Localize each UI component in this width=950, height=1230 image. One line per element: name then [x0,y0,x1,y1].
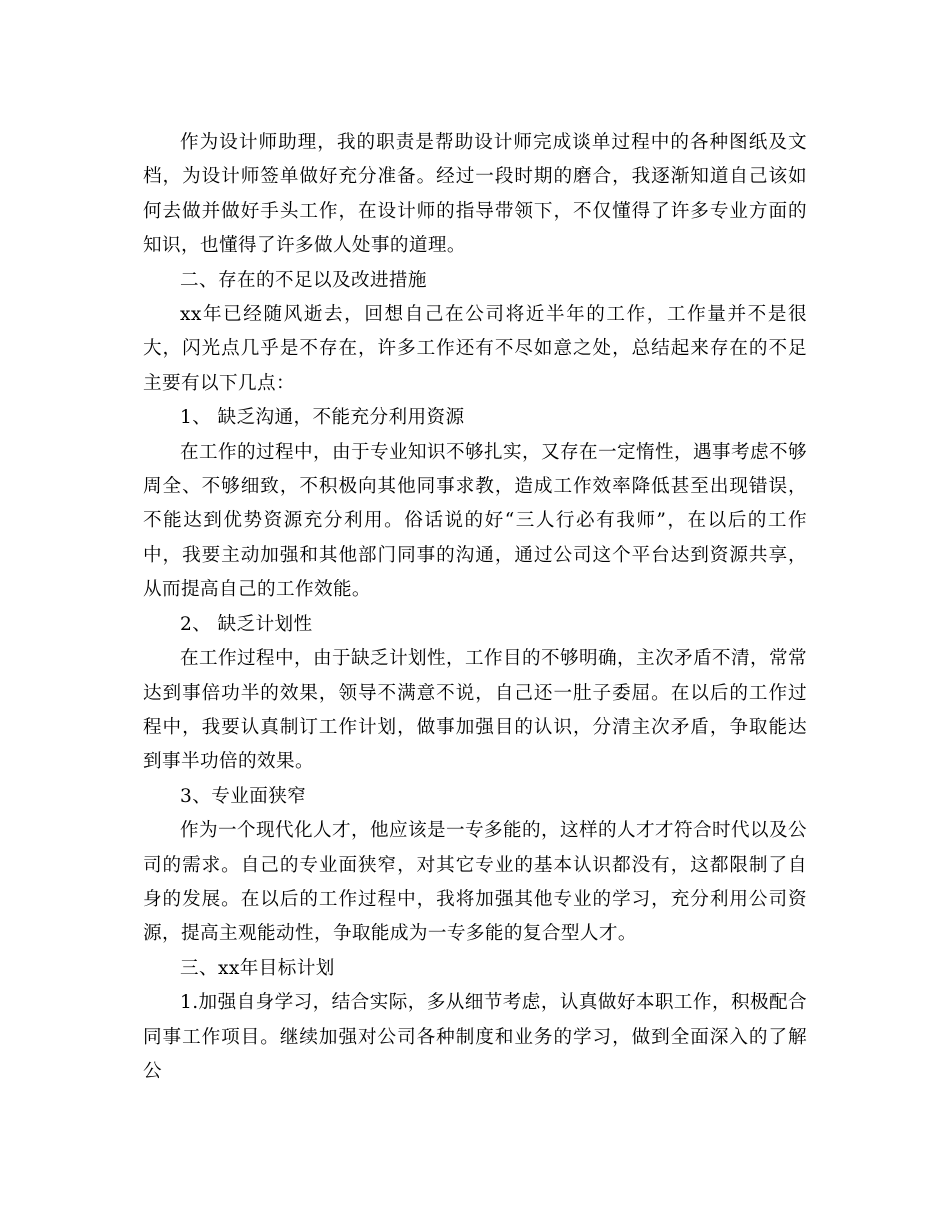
paragraph-communication: 在工作的过程中，由于专业知识不够扎实，又存在一定惰性，遇事考虑不够周全、不够细致，不积极向其他同事求教，造成工作效率降低甚至出现错误，不能达到优势资源充分利用。俗话说的好“三人行必有我师”，在以后的工作中，我要主动加强和其他部门同事的沟通，通过公司这个平台达到资源共享，从而提高自己的工作效能。 [143,441,807,601]
paragraph-goal-1: 1.加强自身学习，结合实际，多从细节考虑，认真做好本职工作，积极配合同事工作项目。继续加强对公司各种制度和业务的学习，做到全面深入的了解公 [143,992,807,1082]
paragraph-year-review: xx年已经随风逝去，回想自己在公司将近半年的工作，工作量并不是很大，闪光点几乎是不存在，许多工作还有不尽如意之处，总结起来存在的不足主要有以下几点： [143,304,807,394]
paragraph-narrow-expertise: 作为一个现代化人才，他应该是一专多能的，这样的人才才符合时代以及公司的需求。自己的专业面狭窄，对其它专业的基本认识都没有，这都限制了自身的发展。在以后的工作过程中，我将加强其他专业的学习，充分利用公司资源，提高主观能动性，争取能成为一专多能的复合型人才。 [143,820,807,945]
paragraph-planning: 在工作过程中，由于缺乏计划性，工作目的不够明确，主次矛盾不清，常常达到事倍功半的效果，领导不满意不说，自己还一肚子委屈。在以后的工作过程中，我要认真制订工作计划，做事加强目的认识，分清主次矛盾，争取能达到事半功倍的效果。 [143,648,807,773]
section-heading-goals: 三、xx年目标计划 [180,957,335,979]
subheading-narrow-expertise: 3、专业面狭窄 [180,785,307,807]
document-body [143,126,807,1089]
subheading-communication: 1、 缺乏沟通，不能充分利用资源 [180,407,465,429]
section-heading-shortcomings: 二、存在的不足以及改进措施 [180,269,427,291]
subheading-planning: 2、 缺乏计划性 [180,613,313,635]
paragraph-assistant-duties: 作为设计师助理，我的职责是帮助设计师完成谈单过程中的各种图纸及文档，为设计师签单做好充分准备。经过一段时期的磨合，我逐渐知道自己该如何去做并做好手头工作，在设计师的指导带领下，不仅懂得了许多专业方面的知识，也懂得了许多做人处事的道理。 [143,132,807,257]
